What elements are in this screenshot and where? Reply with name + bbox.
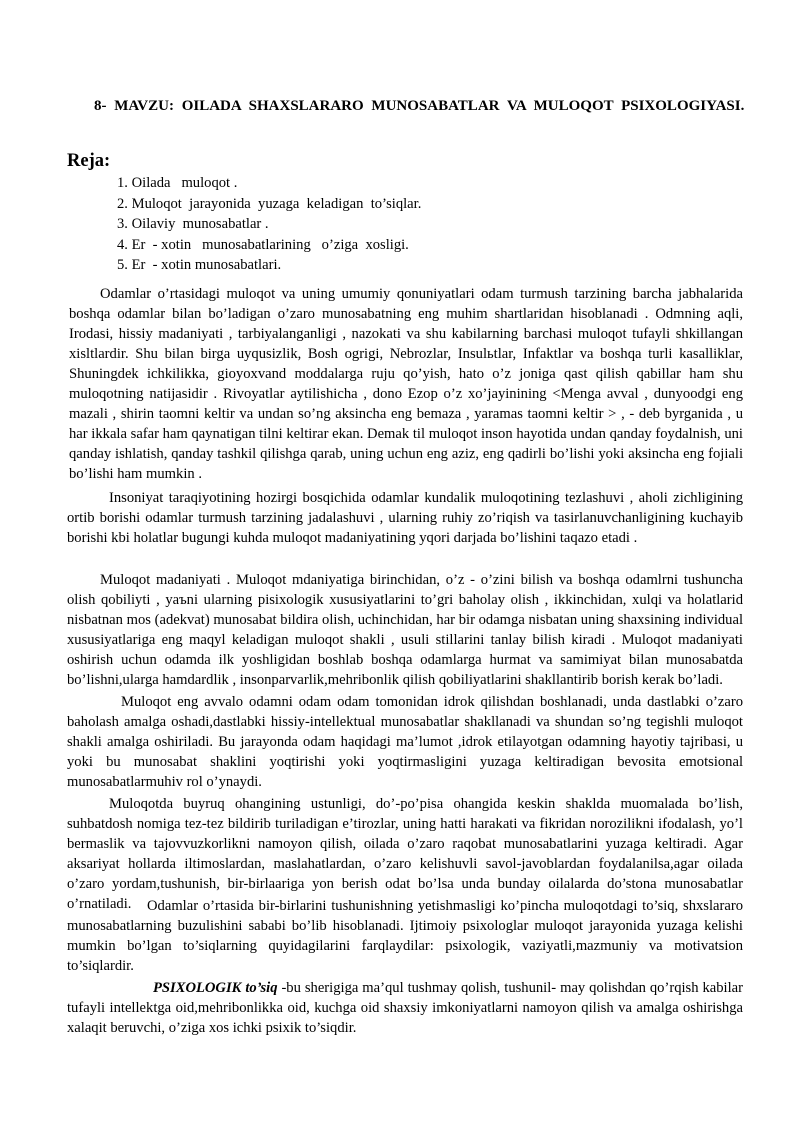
term-label: PSIXOLOGIK to’siq bbox=[153, 980, 278, 996]
plan-heading: Reja: bbox=[67, 151, 111, 171]
lesson-title: 8- MAVZU: OILADA SHAXSLARARO MUNOSABATLAR VA MULOQOT PSIXOLOGIYASI. bbox=[94, 98, 745, 114]
plan-item: 3. Oilaviy munosabatlar . bbox=[117, 216, 269, 232]
plan-item: 4. Er - xotin munosabatlarining o’ziga xosligi. bbox=[117, 236, 409, 253]
plan-item: 5. Er - xotin munosabatlari. bbox=[117, 257, 282, 273]
plan-item: 2. Muloqot jarayonida yuzaga keladigan to’siqlar. bbox=[117, 195, 422, 212]
body-paragraph: Insoniyat taraqiyotining hozirgi bosqichida odamlar kundalik muloqotining tezlashuvi , aholi zichligining ortib borishi odamlar turmush tarzining jadalashuvi , ularning ruhiy zo’riqish va tasirlanuvchanligining kuchayib borishi kbi holatlar bugungi kuhda muloqot madaniyatining yqori darjada bo’lishini taqazo etadi . bbox=[67, 490, 743, 546]
term-definition: -bu sherigiga ma’qul tushmay qolish, tushunil- may qolishdan qo’rqish kabilar tufayli intellektga oid,mehribonlikka oid, kuchga oid shaxsiy imkoniyatlarni namoyon qilish va amalga oshirishga xalaqit beruvchi, o’ziga xos ichki psixik to’siqdir. bbox=[67, 980, 743, 1036]
body-paragraph: Odamlar o’rtasida bir-birlarini tushunishning yetishmasligi ko’pincha muloqotdagi to’siq, shxslararo munosabatlarning buzulishini sababi bo’lib hisoblanadi. Ijtimoiy psixologlar muloqot jarayonida yuzaga kelishi mumkin bo’lgan to’siqlarning quyidagilarini farqlaydilar: psixologik, vaziyatli,mazmuniy va motivatsion to’siqlardir. bbox=[67, 898, 743, 974]
body-paragraph: Muloqotda buyruq ohangining ustunligi, do’-po’pisa ohangida keskin shaklda muomalada bo’lish, suhbatdosh nomiga tez-tez bildirib turiladigan e’tirozlar, uning hatti harakati va fikridan norozilikni ifodalash, yo’l bermaslik va tajovvuzkorlikni namoyon qilish, oilada o’zaro raqobat munosabatlarini yuzaga keltiradi. Agar aksariyat hollarda iltimoslardan, maslahatlardan, o’zaro kelishuvli savol-javoblardan foydalanilsa,agar oilada o’zaro yordam,tushunish, bir-birlaariga yon berish odat bo’lsa unda bunday oilalarda do’stona munosabatlar o’rnatiladi. bbox=[67, 796, 743, 912]
body-paragraph: Muloqot eng avvalo odamni odam odam tomonidan idrok qilishdan boshlanadi, unda dastlabki o’zaro baholash amalga oshadi,dastlabki hissiy-intellektual munosabatlar shakllanadi va shundan so’ng tegishli muloqot shakli amalga oshiriladi. Bu jarayonda odam haqidagi ma’lumot ,idrok etilayotgan odamning hayotiy tajribasi, u yoki bu munosabat shaklini yoqtirishi yoki yoqtirmasligini yuzaga keltiradigan bevosita emotsional munosabatlarmuhiv rol o’ynaydi. bbox=[67, 694, 743, 790]
plan-list bbox=[117, 173, 421, 276]
body-paragraph bbox=[67, 978, 743, 1038]
body-paragraph: Muloqot madaniyati . Muloqot mdaniyatiga birinchidan, o’z - o’zini bilish va boshqa odamlrni tushuncha olish qobiliyti , yaъni ularning pisixologik xususiyatlarini to’gri baholay olish , ikkinchidan, xulqi va holatlarid nisbatnan mos (adekvat) munosabat bildira olish, uchinchidan, har bir odamga nisbatan uning shaxsining individual xususiyatlariga eng maqyl keladigan muloqot shakli , usuli stillarini tanlay bilish kiradi . Muloqot madaniyati oshirish uchun odamda ilk yoshligidan boshlab boshqa odamlarga hurmat va samimiyat bilan munosabatda bo’lishni,ularga hamdardlik , insonparvarlik,mehribonlik qilish qobiliyatlarini shakllantirib borish kerak bo’ladi. bbox=[67, 572, 743, 688]
body-paragraph: Odamlar o’rtasidagi muloqot va uning umumiy qonuniyatlari odam turmush tarzining barcha jabhalarida boshqa odamlar bilan bo’ladigan o’zaro munosabatning eng muhim shartlaridan hisoblanadi . Odmning aqli, Irodasi, hissiy madaniyati , tarbiyalanganligi , nazokati va shu kabilarning barchasi muloqot tufayli shkillangan xisltlardir. Shu bilan birga uyqusizlik, Bosh ogrigi, Nebrozlar, Insulьtlar, Infaktlar va boshqa turli kasalliklar, Shuningdek ichkilikka, gioyoxvand moddalarga ruju qo’yish, hato o’z joniga qast qilish qabillar ham shu muloqotning natijasidir . Rivoyatlar aytilishicha , dono Ezop o’z xo’jayinining <Menga avval , dunyoodgi eng mazali , shirin taomni keltir va undan so’ng aksincha eng bemaza , yaramas taomni keltir > , - deb byrganida , u har ikkala safar ham qaynatigan tilni keltirar ekan. Demak til muloqot inson hayotida undan qanday foydalnish, uni qanday ishlatish, qanday tashkil qilishga qarab, uning uchun eng aziz, eng qadirli bo’lishi yoki aksincha eng fojiali bo’lishi ham mumkin . bbox=[69, 286, 743, 482]
plan-item: 1. Oilada muloqot . bbox=[117, 175, 238, 191]
